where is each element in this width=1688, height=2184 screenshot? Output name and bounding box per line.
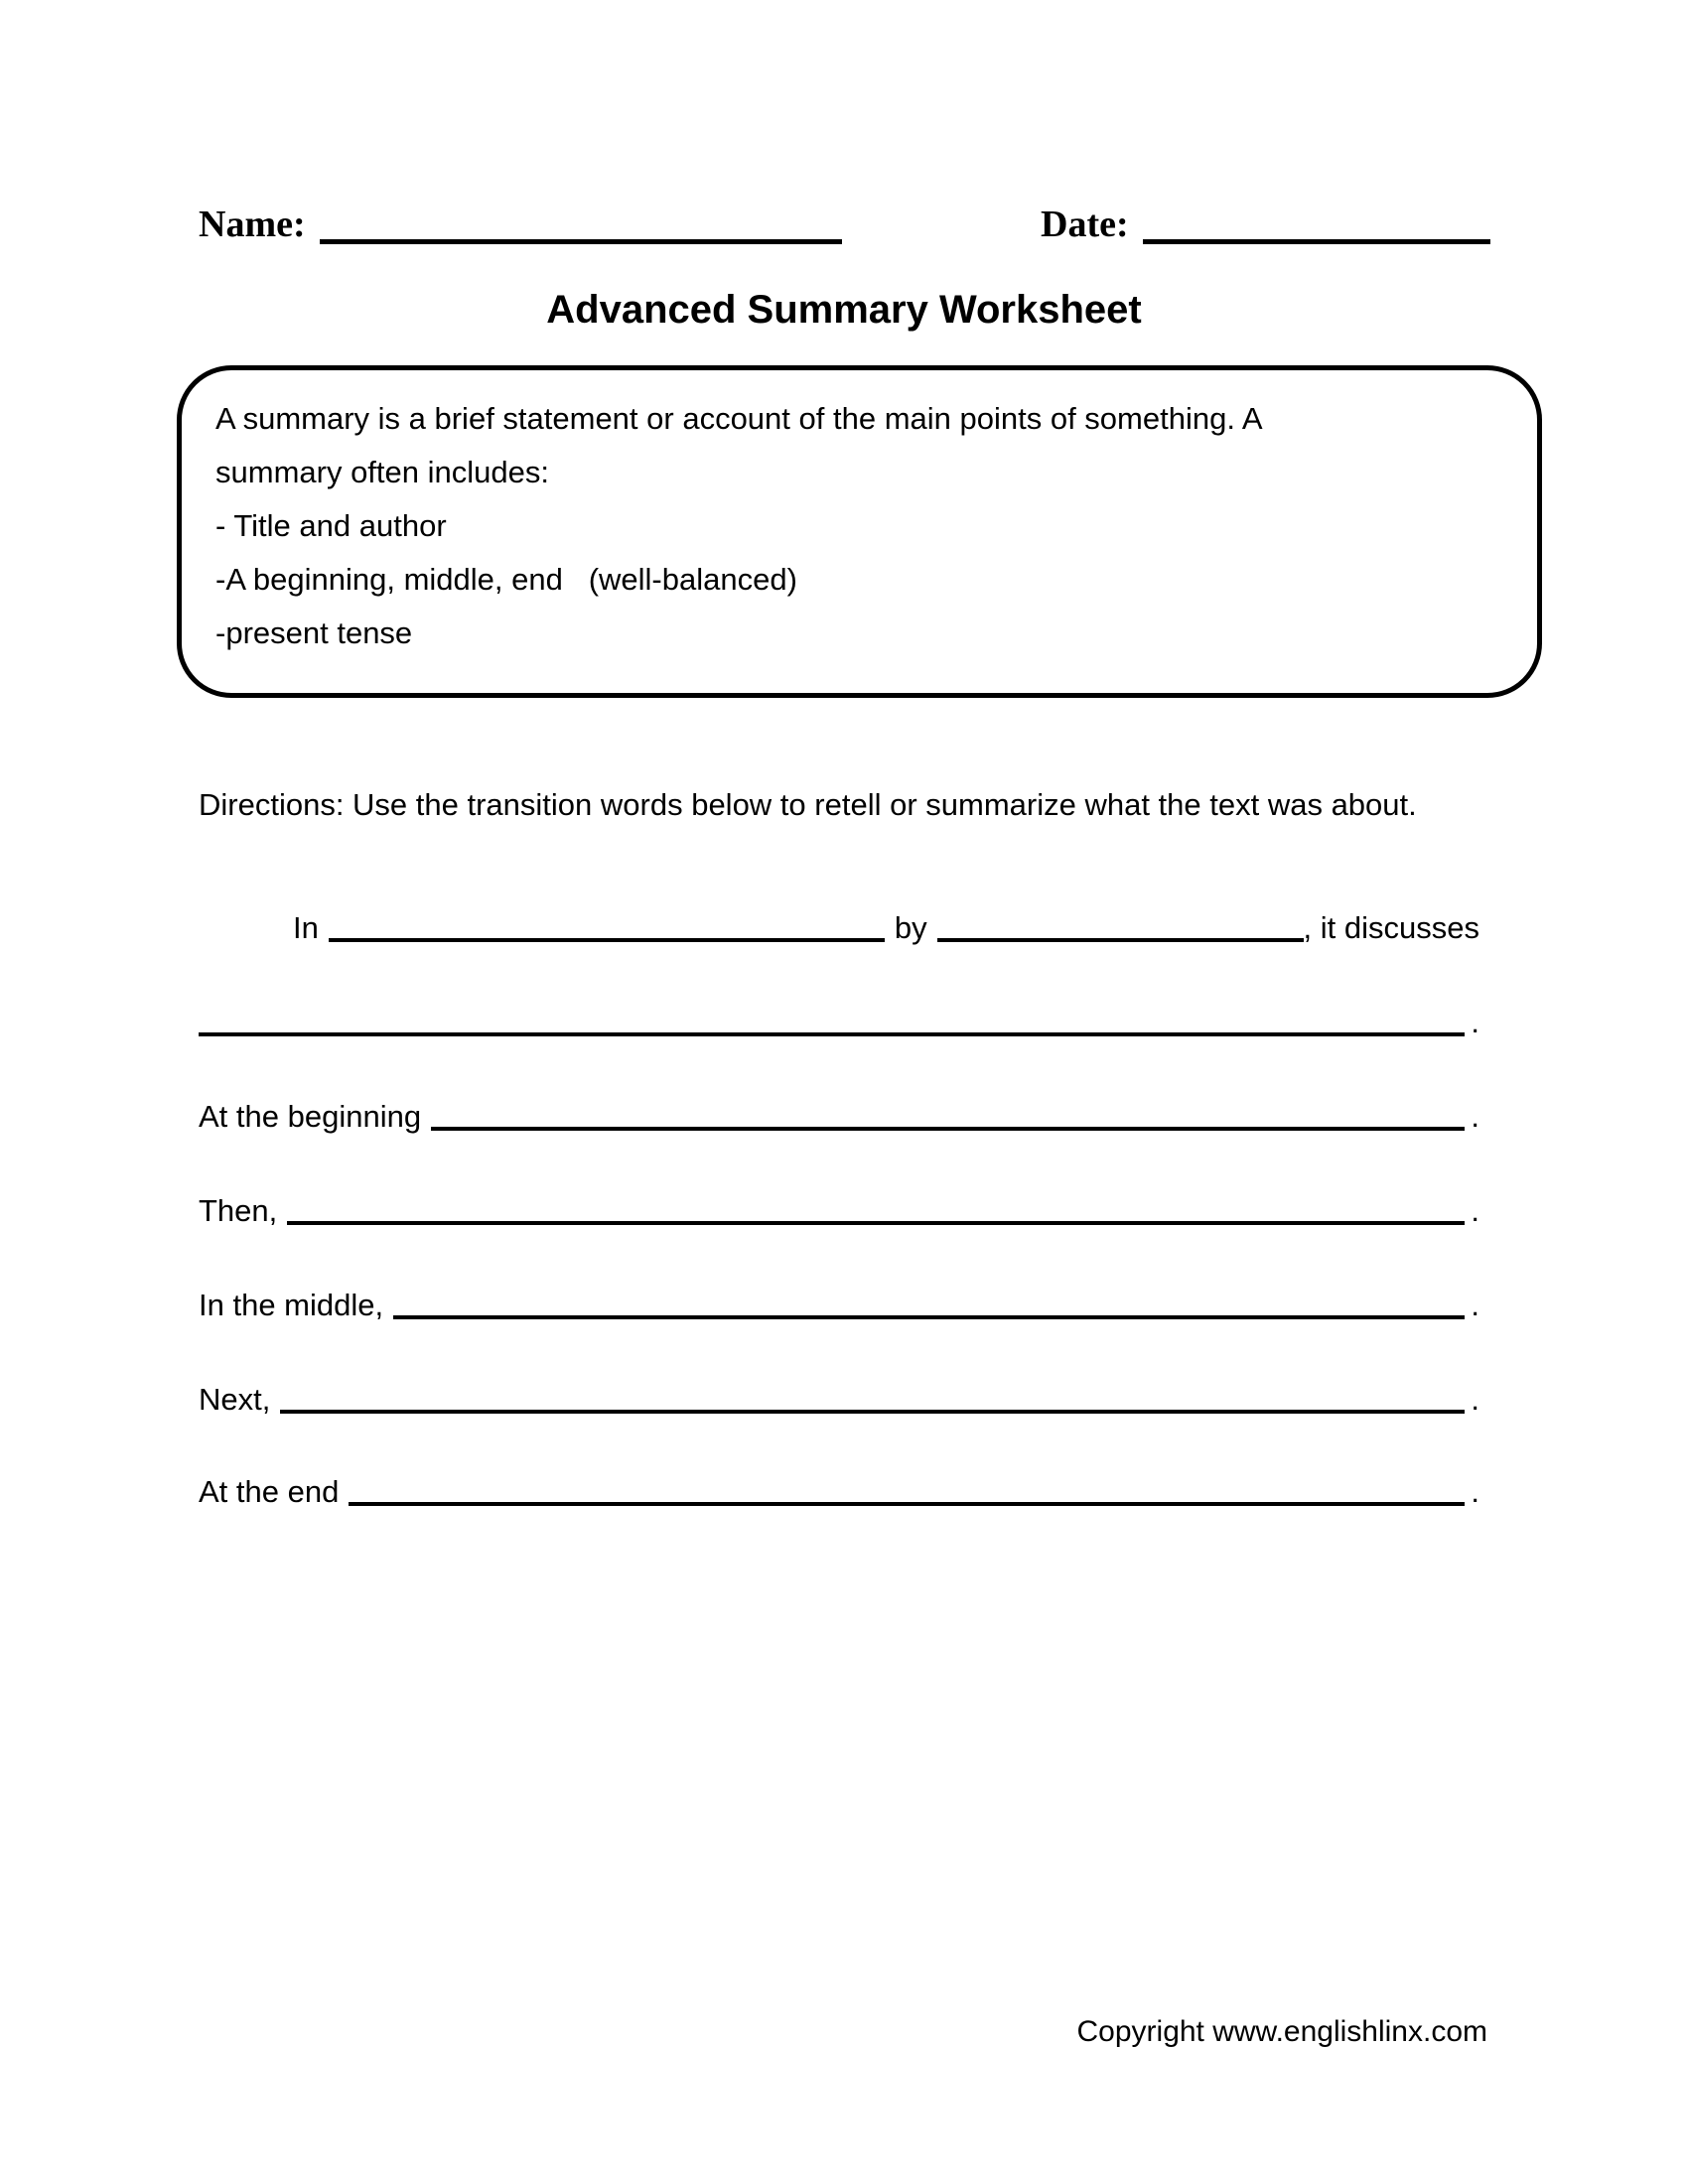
date-field	[1041, 202, 1490, 246]
directions-text: Directions: Use the transition words below to retell or summarize what the text was about.	[199, 787, 1417, 822]
date-blank-line	[1143, 239, 1490, 244]
frame-row-at-the-end	[199, 1462, 1479, 1510]
answer-blank-line	[393, 1315, 1465, 1319]
row-period: .	[1471, 1474, 1479, 1509]
continuation-row	[199, 993, 1479, 1040]
frame-row-then	[199, 1181, 1479, 1229]
row-label: In the middle,	[199, 1288, 384, 1322]
sentence-period: .	[1471, 1005, 1479, 1039]
frame-row-in-the-middle	[199, 1276, 1479, 1323]
name-field	[199, 202, 842, 246]
name-blank-line	[320, 239, 842, 244]
title-blank-line	[329, 938, 885, 942]
row-label: At the end	[199, 1474, 340, 1509]
row-period: .	[1471, 1382, 1479, 1417]
definition-line: -present tense	[215, 615, 413, 650]
frame-row-next	[199, 1370, 1479, 1418]
name-date-row	[199, 202, 1491, 246]
row-period: .	[1471, 1193, 1479, 1228]
definition-line: -A beginning, middle, end (well-balanced)	[215, 562, 797, 597]
row-label: Next,	[199, 1382, 271, 1417]
row-label: At the beginning	[199, 1099, 422, 1134]
row-period: .	[1471, 1288, 1479, 1322]
name-label: Name:	[199, 204, 306, 245]
answer-blank-line	[280, 1410, 1465, 1414]
author-blank-line	[937, 938, 1304, 942]
answer-blank-line	[431, 1127, 1465, 1131]
answer-blank-line	[349, 1502, 1465, 1506]
continuation-blank-line	[199, 1032, 1465, 1036]
date-label: Date:	[1041, 204, 1129, 245]
definition-line: A summary is a brief statement or account of the main points of something. A	[215, 401, 1263, 436]
summary-definition-box	[177, 365, 1542, 698]
intro-sentence-row	[199, 898, 1479, 946]
row-period: .	[1471, 1099, 1479, 1134]
intro-word-discusses: , it discusses	[1303, 910, 1479, 945]
copyright-text: Copyright www.englishlinx.com	[1076, 2015, 1487, 2048]
row-label: Then,	[199, 1193, 278, 1228]
intro-word-by: by	[894, 910, 927, 945]
frame-row-at-the-beginning	[199, 1087, 1479, 1135]
intro-word-in: In	[293, 910, 319, 945]
answer-blank-line	[287, 1221, 1465, 1225]
worksheet-title: Advanced Summary Worksheet	[546, 288, 1142, 332]
definition-line: summary often includes:	[215, 455, 549, 489]
definition-line: - Title and author	[215, 508, 447, 543]
